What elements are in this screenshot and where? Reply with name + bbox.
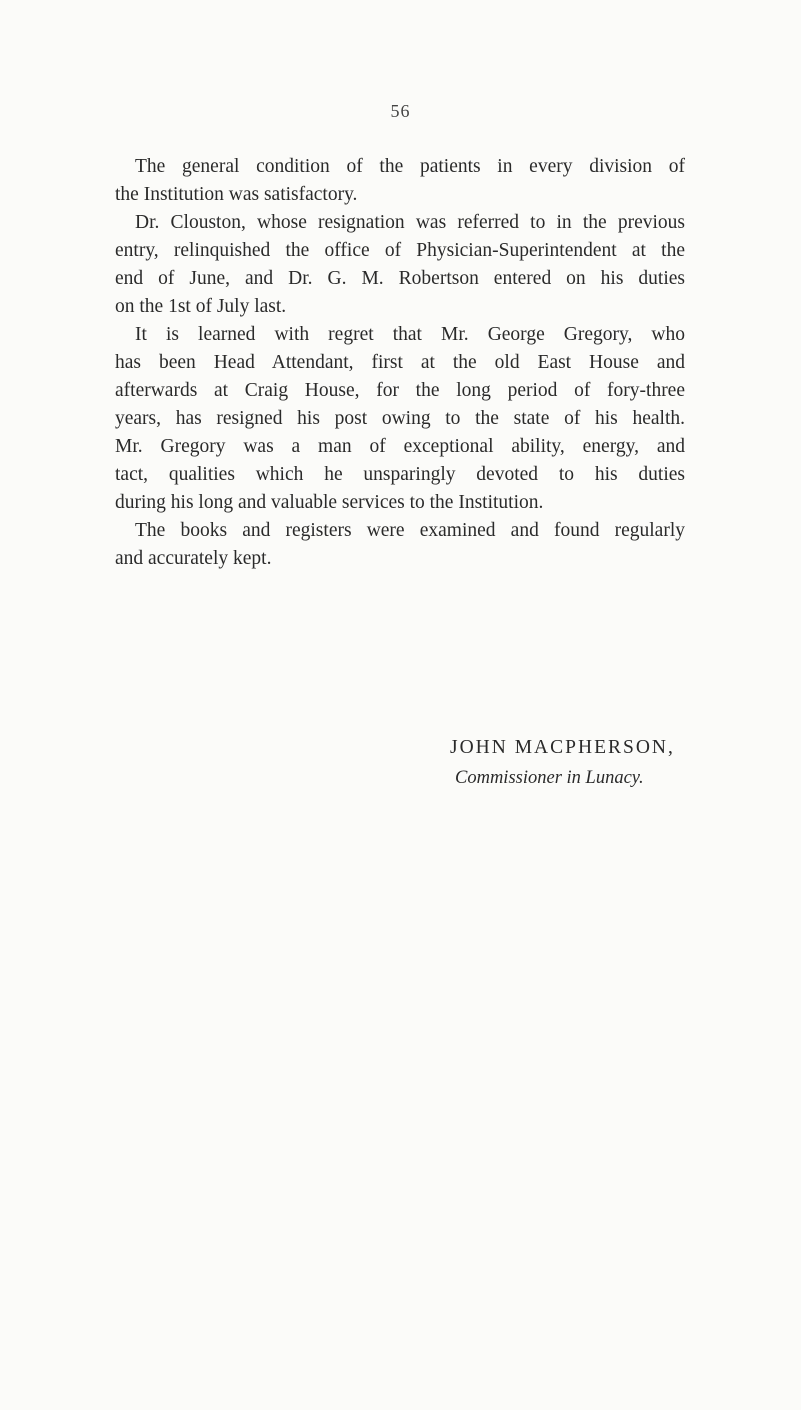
body-text bbox=[115, 153, 685, 573]
signature-name: JOHN MACPHERSON, bbox=[450, 737, 675, 758]
text-line: Dr. Clouston, whose resignation was referred to in the previous bbox=[135, 212, 685, 233]
text-line: The general condition of the patients in every division of bbox=[135, 156, 685, 177]
text-line: entry, relinquished the office of Physician-Superintendent at the bbox=[115, 240, 685, 261]
text-line: It is learned with regret that Mr. George Gregory, who bbox=[135, 324, 685, 345]
text-line: tact, qualities which he unsparingly devoted to his duties bbox=[115, 464, 685, 485]
text-line: Mr. Gregory was a man of exceptional ability, energy, and bbox=[115, 436, 685, 457]
text-line: and accurately kept. bbox=[115, 548, 272, 569]
text-line: during his long and valuable services to the Institution. bbox=[115, 492, 544, 513]
paragraph-gregory bbox=[115, 321, 685, 517]
paragraph-books bbox=[115, 517, 685, 573]
text-line: end of June, and Dr. G. M. Robertson entered on his duties bbox=[115, 268, 685, 289]
paragraph-resignation bbox=[115, 209, 685, 321]
paragraph-condition bbox=[115, 153, 685, 209]
signature-title: Commissioner in Lunacy. bbox=[455, 768, 644, 788]
text-line: on the 1st of July last. bbox=[115, 296, 287, 317]
text-line: The books and registers were examined and found regularly bbox=[135, 520, 685, 541]
text-line: the Institution was satisfactory. bbox=[115, 184, 358, 205]
page-number: 56 bbox=[390, 101, 411, 121]
text-line: years, has resigned his post owing to the state of his health. bbox=[115, 408, 685, 429]
text-line: afterwards at Craig House, for the long period of fory-three bbox=[115, 380, 685, 401]
text-line: has been Head Attendant, first at the old East House and bbox=[115, 352, 685, 373]
